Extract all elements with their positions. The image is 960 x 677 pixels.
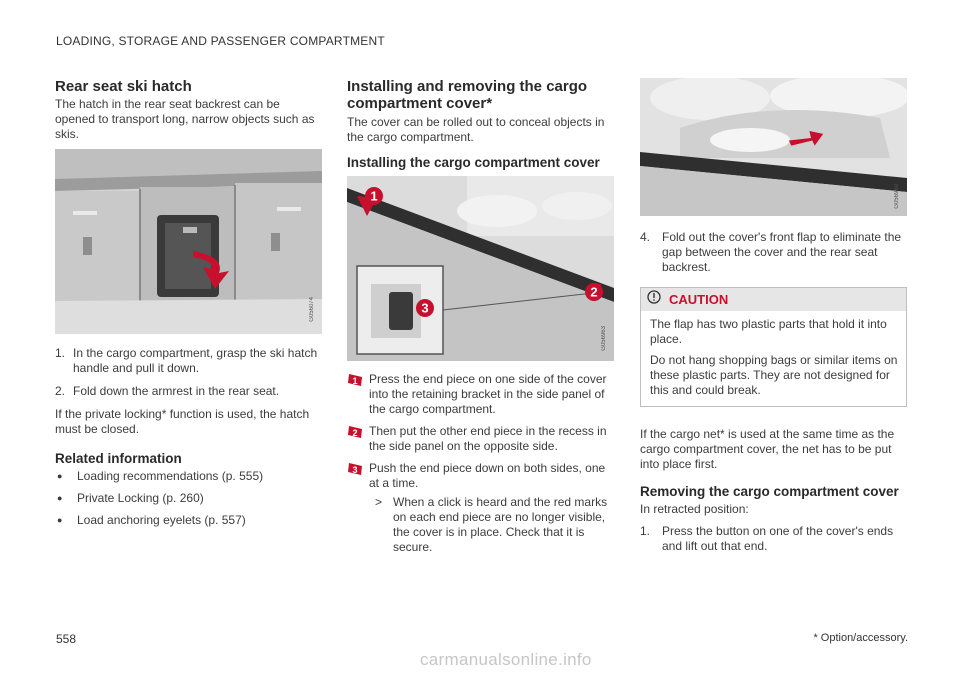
marker-3-icon [347,461,369,491]
image-code: G056960 [894,184,900,209]
related-link[interactable]: ● Load anchoring eyelets (p. 557) [57,513,246,527]
removing-steps [640,524,907,554]
cover-install-illustration [347,176,614,361]
related-links [55,469,322,528]
list-item: 4. Fold out the cover's front flap to eliminate the gap between the cover and the rear seat backrest. [640,230,902,274]
callout-3: 3 [421,300,429,316]
list-item: 2 Then put the other end piece in the recess in the side panel on the opposite side. [347,424,614,454]
callout-1: 1 [370,188,378,204]
running-header: LOADING, STORAGE AND PASSENGER COMPARTMENT [56,34,385,48]
option-footnote: * Option/accessory. [813,632,908,644]
list-item: 2. Fold down the armrest in the rear seat. [55,384,280,398]
list-item: 3 Push the end piece down on both sides, one at a time. [347,461,614,491]
caution-header [641,288,906,311]
installing-title: Installing the cargo compartment cover [347,155,600,170]
cargo-cover-title: Installing and removing the cargo compartment cover* [347,78,588,112]
removing-title: Removing the cargo compartment cover [640,484,899,499]
svg-text:2: 2 [352,428,358,438]
image-code: G056074 [309,297,315,322]
related-link[interactable]: ● Private Locking (p. 260) [57,491,204,505]
result-arrow-icon: > [375,495,383,509]
svg-text:3: 3 [352,465,358,475]
image-code: G056963 [601,326,607,351]
list-item: 1. In the cargo compartment, grasp the ski hatch handle and pull it down. [55,346,318,375]
column-cargo-cover [347,78,614,555]
caution-label: CAUTION [669,292,729,307]
cover-flap-illustration [640,78,907,216]
callout-2: 2 [590,284,598,300]
ski-hatch-steps [55,346,322,399]
related-link[interactable]: ● Loading recommendations (p. 555) [57,469,264,483]
ski-hatch-intro: The hatch in the rear seat backrest can be opened to transport long, narrow objects such as skis. [55,97,315,141]
step-result: > When a click is heard and the red marks on each end piece are no longer visible, the cover is in place. Check that it is secure. [369,495,614,555]
caution-body: The flap has two plastic parts that hold it into place. Do not hang shopping bags or similar items on these plastic parts. They are not designed for this and could break. [650,317,898,397]
private-locking-note: If the private locking* function is used, the hatch must be closed. [55,407,310,436]
step-4 [640,230,907,275]
warning-exclamation-icon [647,290,661,309]
install-steps [347,372,614,555]
svg-text:1: 1 [352,376,358,386]
ski-hatch-illustration [55,149,322,334]
related-information-title: Related information [55,451,182,466]
marker-1-icon [347,372,369,417]
list-item: 1 Press the end piece on one side of the cover into the retaining bracket in the side panel of the cargo compartment. [347,372,614,417]
page-number: 558 [56,632,77,646]
column-cover-continued [640,78,907,562]
cargo-cover-intro: The cover can be rolled out to conceal objects in the cargo compartment. [347,115,605,144]
cargo-net-note: If the cargo net* is used at the same time as the cargo compartment cover, the net has to be put into place first. [640,427,895,471]
ski-hatch-title: Rear seat ski hatch [55,78,192,95]
list-item: 1. Press the button on one of the cover's ends and lift out that end. [640,524,894,553]
marker-2-icon [347,424,369,454]
column-ski-hatch [55,78,322,535]
removing-intro: In retracted position: [640,502,749,516]
caution-box [640,287,907,407]
watermark: carmanualsonline.info [420,650,592,669]
